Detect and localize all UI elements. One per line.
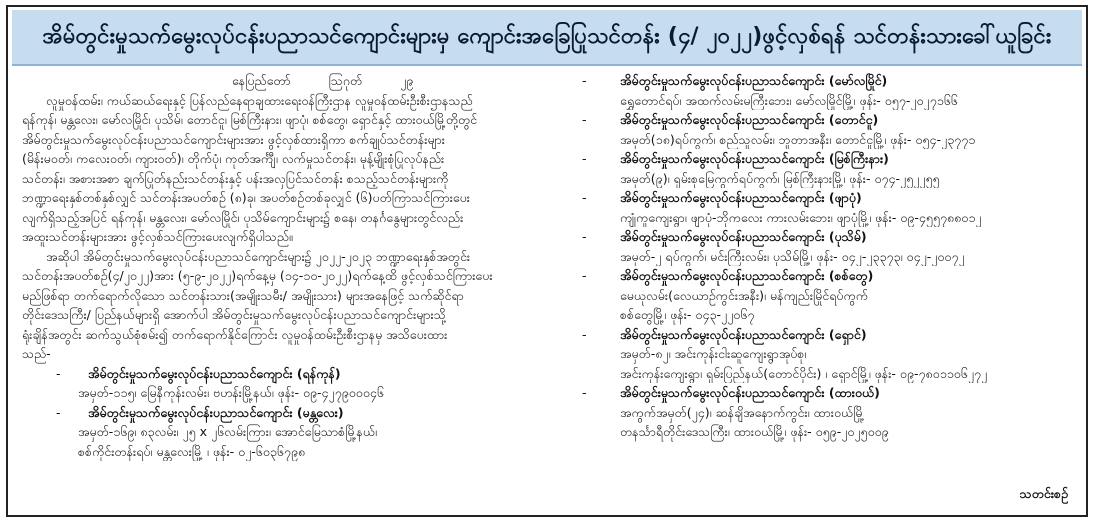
list-dash: - <box>582 112 587 127</box>
school-entry-body <box>620 266 1082 325</box>
intro-line: ဘဏ္ဍာရေးနှစ်တစ်နှစ်လျှင် သင်တန်းအပတ်စဉ် (၈)ခု၊ အပတ်စဉ်တစ်ခုလျှင် (၆)ပတ်ကြာသင်ကြားပေး <box>22 190 470 205</box>
school-entry <box>582 227 1082 266</box>
dateline-place: နေပြည်တော် <box>232 73 291 88</box>
school-entry-body <box>78 403 570 462</box>
intro-line: အိမ်တွင်းမှုသက်မွေးလုပ်ငန်းပညာသင်ကျောင်းများအား ဖွင့်လှစ်ထားရှိကာ စက်ချုပ်သင်တန်းများ <box>22 131 445 147</box>
school-name: အိမ်တွင်းမှုသက်မွေးလုပ်ငန်းပညာသင်ကျောင်း (တောင်ငူ) <box>620 112 879 127</box>
school-name: အိမ်တွင်းမှုသက်မွေးလုပ်ငန်းပညာသင်ကျောင်း (ပုသိမ်) <box>620 229 867 244</box>
list-dash: - <box>582 268 587 283</box>
school-address-line: အမှတ်-၂ ရပ်ကွက်၊ မင်းကြီးလမ်း၊ ပုသိမ်မြို့၊ ဖုန်း- ၀၄၂-၂၃၃၇၃၊ ၀၄၂-၂၀၀၇၂ <box>620 248 965 264</box>
school-entry-body <box>620 188 1082 227</box>
school-name: အိမ်တွင်းမှုသက်မွေးလုပ်ငန်းပညာသင်ကျောင်း (ဖျာပုံ) <box>620 190 862 205</box>
school-entry <box>582 325 1082 384</box>
signature: သတင်းစဉ် <box>1019 486 1068 501</box>
school-address-line: အကွက်အမှတ်(၂၄)၊ ဆန်ချိအနောက်ကွင်း၊ ထားဝယ်မြို့ <box>620 404 865 420</box>
notice-title: အိမ်တွင်းမှုသက်မွေးလုပ်ငန်းပညာသင်ကျောင်းများမှ ကျောင်းအခြေပြုသင်တန်း (၄/ ၂၀၂၂)ဖွင့်လှစ်ရန် သင်တန်းသားခေါ်ယူခြင်း <box>12 10 1082 66</box>
dateline-day: ၂၉ <box>400 73 414 88</box>
intro-line: မည်ဖြစ်ရာ တက်ရောက်လိုသော သင်တန်းသား(အမျိုးသမီး/ အမျိုးသား) များအနေဖြင့် သက်ဆိုင်ရာ <box>22 287 464 303</box>
list-dash: - <box>582 73 587 88</box>
school-address-line: အမှတ်-၁၁၅၊ မြေနီကုန်းလမ်း၊ ဗဟန်းမြို့နယ်၊ ဖုန်း- ၀၉-၄၂၇၉၀၀၀၄၆ <box>78 385 384 400</box>
intro-line: တိုင်းဒေသကြီး/ ပြည်နယ်များရှိ အောက်ပါ အိမ်တွင်းမှုသက်မွေးလုပ်ငန်းပညာသင်ကျောင်းများသို့ <box>22 307 446 322</box>
school-entry-body <box>620 149 1082 188</box>
school-address-line: အင်းကုန်းကျေးရွာ၊ ရှမ်းပြည်နယ်(တောင်ပိုင်း) ၊ ရှောင်မြို့၊ ဖုန်း- ၀၉-၇၈၀၁၁၀၆၂၇၂ <box>620 365 988 381</box>
school-address-line: စစ်ကိုင်းတန်းရပ်၊ မန္တလေးမြို့ ၊ ဖုန်း- ၀၂-၆၀၃၆၇၉၈ <box>78 443 306 459</box>
school-entry <box>582 188 1082 227</box>
right-school-list <box>582 71 1082 442</box>
school-entry-body <box>620 71 1082 110</box>
dateline <box>22 71 570 91</box>
school-entry-body <box>78 364 570 403</box>
school-name: အိမ်တွင်းမှုသက်မွေးလုပ်ငန်းပညာသင်ကျောင်း (မြစ်ကြီးနား) <box>620 151 889 166</box>
school-name: အိမ်တွင်းမှုသက်မွေးလုပ်ငန်းပညာသင်ကျောင်း (မန္တလေး) <box>88 404 344 420</box>
right-column <box>582 71 1082 442</box>
list-dash: - <box>582 385 587 400</box>
school-entry <box>582 383 1082 442</box>
intro-line: သင်တန်းအပတ်စဉ်(၄/၂၀၂၂)အား (၅-၉-၂၀၂၂)ရက်နေ့မှ (၁၄-၁၀-၂၀၂၂)ရက်နေ့ထိ ဖွင့်လှစ်သင်ကြားပေး <box>22 268 493 283</box>
list-dash: - <box>56 404 61 420</box>
school-address-line: မေယုလမ်း(လေယာဉ်ကွင်းအနီး)၊ မန်ကျည်းမြိုင်ရပ်ကွက် <box>620 287 868 303</box>
school-address-line: ကျုံကူကျေးရွာ၊ ဖျာပုံ-ဘိုကလေး ကားလမ်းဘေး၊ ဖျာပုံမြို့၊ ဖုန်း- ၀၉-၄၅၅၇၈၈၀၁၂ <box>620 209 982 225</box>
school-entry <box>22 403 570 462</box>
school-entry <box>582 149 1082 188</box>
school-entry-body <box>620 325 1082 384</box>
school-entry <box>582 266 1082 325</box>
school-entry-body <box>620 383 1082 442</box>
intro-line: အဆိုပါ အိမ်တွင်းမှုသက်မွေးလုပ်ငန်းပညာသင်ကျောင်းများ၌ ၂၀၂၂-၂၀၂၃ ဘဏ္ဍာရေးနှစ်အတွင်း <box>46 248 471 264</box>
intro-line: ရန်ကုန်၊ မန္တလေး၊ မော်လမြိုင်၊ ပုသိမ်၊ တောင်ငူ၊ မြစ်ကြီးနား၊ ဖျာပုံ၊ စစ်တွေ၊ ရှောင်နှင့် ထားဝယ်မြို့တို့တွင် <box>22 112 478 127</box>
left-school-list <box>22 364 570 462</box>
school-address-line: အမှတ်(၉)၊ ရှမ်းစုမြေကွက်ရပ်ကွက်၊ မြစ်ကြီးနားမြို့၊ ဖုန်း- ၀၇၄-၂၅၂၂၅၅ <box>620 170 940 186</box>
school-name: အိမ်တွင်းမှုသက်မွေးလုပ်ငန်းပညာသင်ကျောင်း (မော်လမြိုင်) <box>620 73 888 88</box>
intro-paragraph <box>22 91 570 364</box>
school-address-line: တနင်္သာရီတိုင်းဒေသကြီး၊ ထားဝယ်မြို့၊ ဖုန်း- ၀၅၉-၂၀၂၅၀၀၉ <box>620 424 889 439</box>
intro-line: လူမှုဝန်ထမ်း၊ ကယ်ဆယ်ရေးနှင့် ပြန်လည်နေရာချထားရေးဝန်ကြီးဌာန လူမှုဝန်ထမ်းဦးစီးဌာနသည် <box>46 92 473 108</box>
intro-line: ရုံးချိန်အတွင်း ဆက်သွယ်စုံစမ်း၍ တက်ရောက်နိုင်ကြောင်း လူမှုဝန်ထမ်းဦးစီးဌာနမှ အသိပေးထား <box>22 326 448 342</box>
school-entry <box>582 110 1082 149</box>
notice-frame <box>6 5 1088 517</box>
list-dash: - <box>582 190 587 205</box>
left-column <box>22 71 570 461</box>
school-entry-body <box>620 227 1082 266</box>
list-dash: - <box>582 229 587 244</box>
school-address-line: အမှတ်(၁၈)ရပ်ကွက်၊ စည်သူလမ်း၊ ဘူတာအနီး၊ တောင်ငူမြို့၊ ဖုန်း- ၀၅၄-၂၃၇၇၁ <box>620 131 976 147</box>
school-name: အိမ်တွင်းမှုသက်မွေးလုပ်ငန်းပညာသင်ကျောင်း (စစ်တွေ) <box>620 268 874 283</box>
school-entry-body <box>620 110 1082 149</box>
school-name: အိမ်တွင်းမှုသက်မွေးလုပ်ငန်းပညာသင်ကျောင်း (ထားဝယ်) <box>620 385 880 400</box>
intro-line: လျက်ရှိသည့်အပြင် ရန်ကုန်၊ မန္တလေး၊ မော်လမြိုင်၊ ပုသိမ်ကျောင်းများ၌ စနေ၊ တနင်္ဂနွေများတွင်လည်း <box>22 209 464 225</box>
school-entry <box>582 71 1082 110</box>
intro-line: အထူးသင်တန်းများအား ဖွင့်လှစ်သင်ကြားပေးလျက်ရှိပါသည်။ <box>22 229 293 244</box>
school-address-line: အမှတ်-၁၆၉၊ ၈၃လမ်း၊ ၂၅ x ၂၆လမ်းကြား၊ အောင်မြေသာစံမြို့နယ်၊ <box>78 424 377 439</box>
list-dash: - <box>56 365 61 381</box>
intro-line: သင်တန်း၊ အစားအစာ ချက်ပြုတ်နည်းသင်တန်းနှင့် ပန်းအလှပြင်သင်တန်း စသည့်သင်တန်းများကို <box>22 170 449 186</box>
intro-line: (မိန်းမဝတ်၊ ကလေးဝတ်၊ ကျားဝတ်)၊ တိုက်ပုံ၊ ကုတ်အင်္ကျီ၊ လက်မှုသင်တန်း၊ မုန့်မျိုးစုံပြုလုပ်နည်း <box>22 151 445 166</box>
school-name: အိမ်တွင်းမှုသက်မွေးလုပ်ငန်းပညာသင်ကျောင်း (ရှောင်) <box>620 326 867 342</box>
school-name: အိမ်တွင်းမှုသက်မွေးလုပ်ငန်းပညာသင်ကျောင်း (ရန်ကုန်) <box>88 365 341 381</box>
school-address-line: ရွှေတောင်ရပ်၊ အထက်လမ်းမကြီးဘေး၊ မော်လမြိုင်မြို့၊ ဖုန်း- ၀၅၇-၂၀၂၇၁၆၆ <box>620 92 958 108</box>
school-address-line: အမှတ်-၈၂၊ အင်းကုန်းငါးဆူကျေးရွာအုပ်စု၊ <box>620 346 807 361</box>
dateline-month: ဩဂုတ် <box>328 73 363 88</box>
school-address-line: စစ်တွေမြို့၊ ဖုန်း- ၀၄၃-၂၂၀၆၇ <box>620 307 755 322</box>
list-dash: - <box>582 326 587 342</box>
list-dash: - <box>582 151 587 166</box>
school-entry <box>22 364 570 403</box>
intro-line: သည်- <box>22 346 51 361</box>
